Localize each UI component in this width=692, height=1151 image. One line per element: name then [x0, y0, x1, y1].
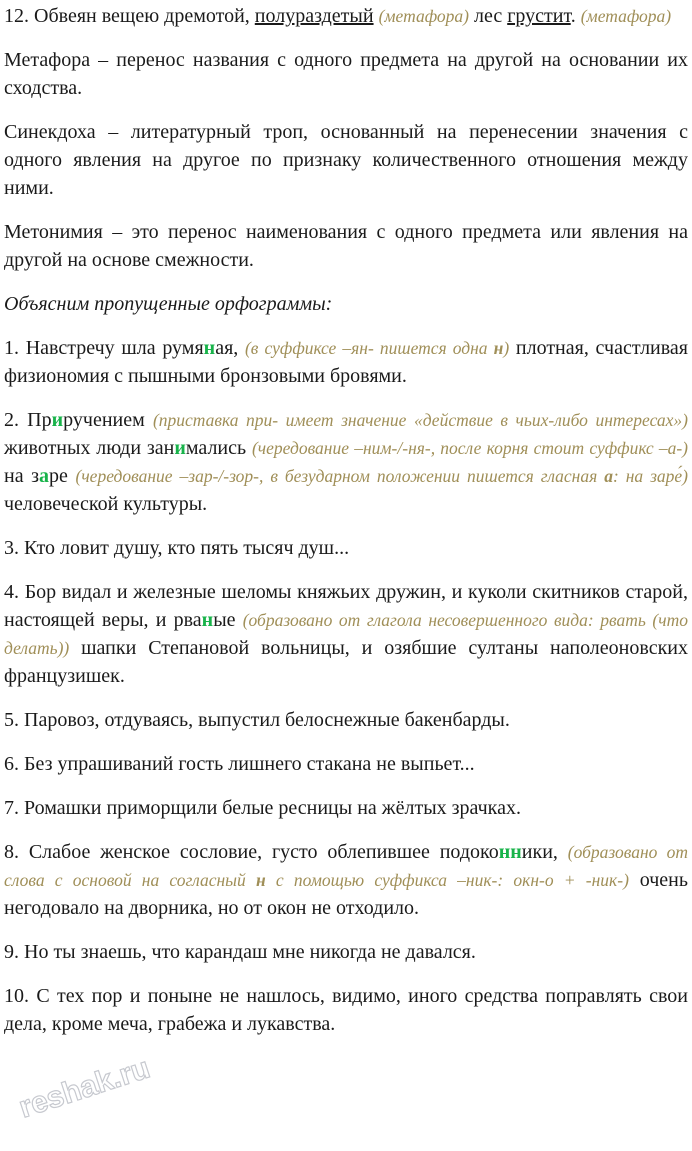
underlined-word: грустит	[507, 5, 571, 27]
sentence-2: 2. Приручением (приставка при- имеет значение «действие в чьих-либо интересах») животных люди занимались (чередование –ним-/-ня-, после корня стоит суффикс –а-) на заре (чередование –зар-/-зор-, в безударном положении пишется гласная а: на заре́) человеческой культуры.	[4, 409, 688, 515]
highlighted-letter: и	[174, 437, 186, 459]
sentence-8: 8. Слабое женское сословие, густо облепившее подоконники, (образовано от слова с основой на согласный н с помощью суффикса –ник-: окн-о + -ник-) очень негодовало на дворника, но от окон не отходило.	[4, 841, 689, 919]
annotation: (в суффиксе –ян- пишется одна н)	[244, 338, 510, 358]
sentence-5: 5. Паровоз, отдуваясь, выпустил белоснежные бакенбарды.	[4, 709, 510, 731]
annotation: (образовано от глагола несовершенного вида: рвать (что делать))	[4, 610, 688, 658]
highlighted-letter: нн	[498, 841, 522, 863]
sentence-number: 12.	[4, 5, 34, 27]
highlighted-letter: н	[201, 609, 214, 631]
annotation: (чередование –ним-/-ня-, после корня стоит суффикс –а-)	[251, 438, 688, 458]
annotation: (образовано от слова с основой на согласный н с помощью суффикса –ник-: окн-о + -ник-)	[4, 842, 689, 890]
definition-metaphor: Метафора – перенос названия с одного предмета на другой на основании их сходства.	[4, 49, 688, 99]
annotation: (метафора)	[378, 6, 469, 26]
definition-metonymy: Метонимия – это перенос наименования с одного предмета или явления на другой на основе смежности.	[4, 221, 688, 271]
sentence-6: 6. Без упрашиваний гость лишнего стакана не выпьет...	[4, 753, 475, 775]
annotation: (приставка при- имеет значение «действие в чьих-либо интересах»)	[152, 410, 688, 430]
annotation: (чередование –зар-/-зор-, в безударном положении пишется гласная а: на заре́)	[75, 466, 688, 486]
explain-heading: Объясним пропущенные орфограммы:	[4, 293, 333, 315]
underlined-word: полураздетый	[254, 5, 374, 27]
sentence-9: 9. Но ты знаешь, что карандаш мне никогда не давался.	[4, 941, 476, 963]
definition-synecdoche: Синекдоха – литературный троп, основанный на перенесении значения с одного явления на другое по признаку количественного отношения между ними.	[4, 121, 688, 199]
highlighted-letter: а	[39, 465, 50, 487]
sentence-12: 12. Обвеян вещею дремотой, полураздетый (метафора) лес грустит. (метафора)	[4, 5, 672, 27]
annotation: (метафора)	[580, 6, 672, 26]
sentence-1: 1. Навстречу шла румяная, (в суффиксе –ян- пишется одна н) плотная, счастливая физиономия с пышными бронзовыми бровями.	[4, 337, 689, 387]
highlighted-letter: н	[203, 337, 216, 359]
watermark-text: reshak.ru	[15, 1051, 154, 1125]
sentence-7: 7. Ромашки приморщили белые ресницы на жёлтых зрачках.	[4, 797, 521, 819]
sentence-4: 4. Бор видал и железные шеломы княжьих дружин, и куколи скитников старой, настоящей веры, и рваные (образовано от глагола несовершенного вида: рвать (что делать)) шапки Степановой вольницы, и озябшие султаны наполеоновских французишек.	[4, 581, 688, 687]
sentence-10: 10. С тех пор и поныне не нашлось, видимо, иного средства поправлять свои дела, кроме меча, грабежа и лукавства.	[4, 985, 688, 1035]
highlighted-letter: и	[51, 409, 64, 431]
sentence-3: 3. Кто ловит душу, кто пять тысяч душ...	[4, 537, 350, 559]
